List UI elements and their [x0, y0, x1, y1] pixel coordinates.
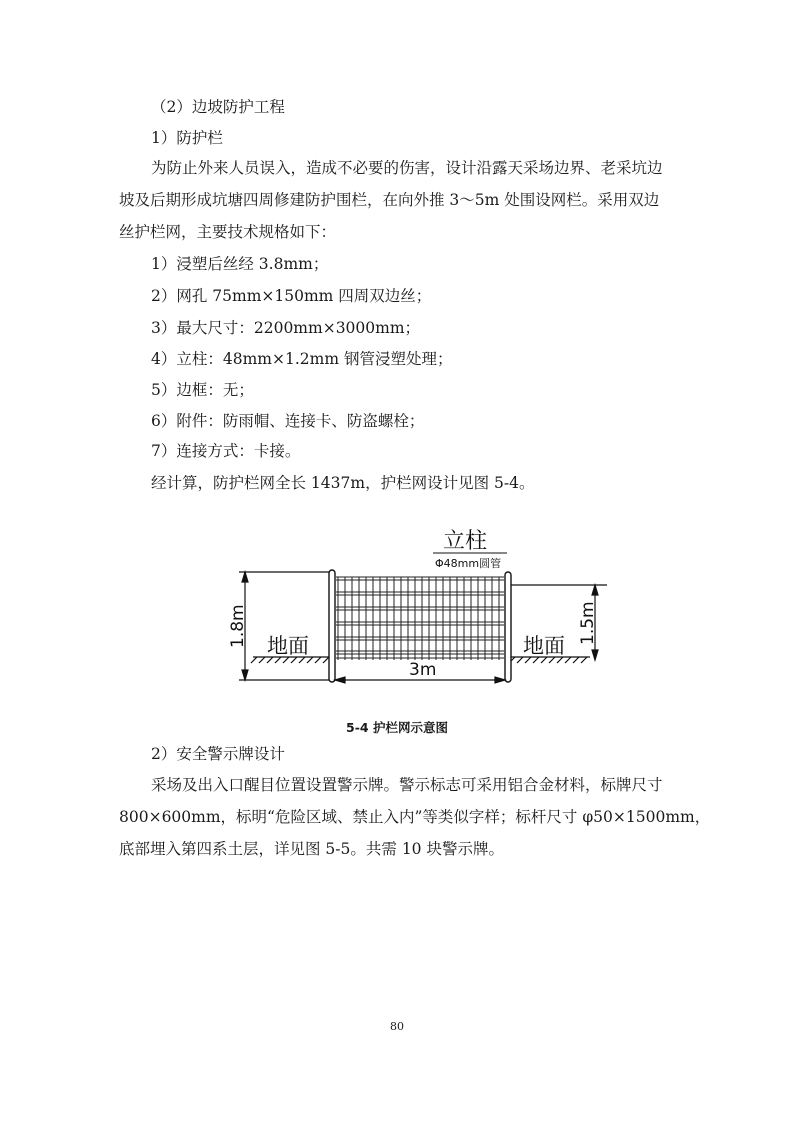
- calculation-sentence: 经计算，防护栏网全长 1437m，护栏网设计见图 5-4。: [151, 474, 535, 492]
- post-right: [505, 572, 511, 682]
- spec-item: 4）立柱：48mm×1.2mm 钢管浸塑处理；: [151, 350, 453, 368]
- pipe-label: Φ48mm圆管: [435, 557, 502, 570]
- spec-item: 3）最大尺寸：2200mm×3000mm；: [151, 319, 421, 337]
- paragraph-guardrail-line: 丝护栏网，主要技术规格如下：: [119, 223, 337, 241]
- spec-item: 7）连接方式：卡接。: [151, 442, 301, 460]
- wire-mesh: [336, 577, 504, 660]
- post-left: [329, 570, 335, 682]
- paragraph-guardrail-line: 为防止外来人员误入，造成不必要的伤害，设计沿露天采场边界、老采坑边: [151, 159, 663, 177]
- subsection-title-guardrail: 1）防护栏: [151, 129, 223, 147]
- post-label: 立柱: [443, 529, 488, 554]
- dimension-left: [239, 572, 329, 680]
- spec-item: 6）附件：防雨帽、连接卡、防盗螺栓；: [151, 412, 425, 430]
- paragraph-warning-line: 800×600mm，标明“危险区域、禁止入内”等类似字样；标杆尺寸 φ50×1500mm，: [119, 808, 711, 826]
- figure-caption: 5-4 护栏网示意图: [346, 720, 448, 735]
- ground-label-right: 地面: [523, 634, 565, 658]
- guardrail-diagram: [225, 520, 615, 695]
- section-title: （2）边坡防护工程: [151, 98, 285, 116]
- width-label: 3m: [409, 660, 437, 680]
- paragraph-guardrail-line: 坡及后期形成坑塘四周修建防护围栏，在向外推 3～5m 处围设网栏。采用双边: [119, 191, 660, 209]
- spec-item: 5）边框：无；: [151, 381, 254, 399]
- page-number: 80: [390, 1020, 404, 1033]
- subsection-title-warning-sign: 2）安全警示牌设计: [151, 745, 285, 763]
- spec-item: 2）网孔 75mm×150mm 四周双边丝；: [151, 287, 432, 305]
- height-label-right: 1.5m: [578, 601, 598, 645]
- spec-item: 1）浸塑后丝经 3.8mm；: [151, 255, 329, 273]
- ground-label-left: 地面: [267, 634, 309, 658]
- paragraph-warning-line: 采场及出入口醒目位置设置警示牌。警示标志可采用铝合金材料，标牌尺寸: [151, 776, 663, 794]
- paragraph-warning-line: 底部埋入第四系土层，详见图 5-5。共需 10 块警示牌。: [119, 840, 504, 858]
- height-label-left: 1.8m: [228, 604, 248, 648]
